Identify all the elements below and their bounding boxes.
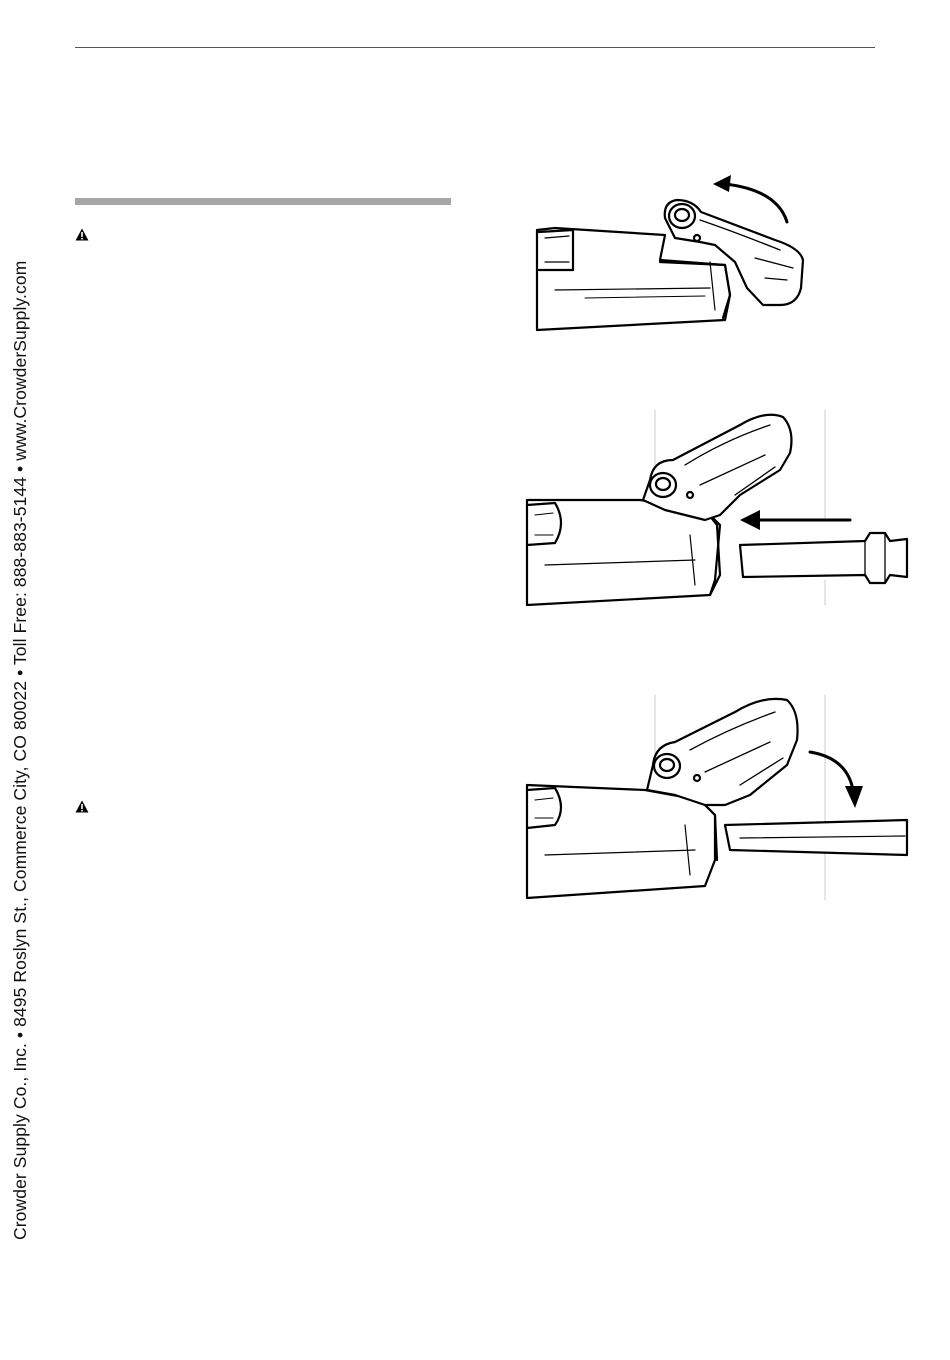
figure-insert-bit (525, 405, 910, 610)
arrow-head (740, 510, 760, 530)
latch-lever (643, 415, 791, 520)
section-divider (75, 198, 451, 205)
chisel-bit (725, 820, 907, 855)
chisel-bit (740, 533, 907, 583)
contact-sidebar-text: Crowder Supply Co., Inc. • 8495 Roslyn St., Commerce City, CO 80022 • Toll Free: 888-883-5144 • www.CrowderSupply.com (10, 260, 30, 1240)
curved-arrow (810, 752, 853, 790)
latch-lever (647, 699, 798, 805)
figure-lower-latch (525, 690, 910, 905)
warning-triangle-icon (75, 228, 89, 241)
header-rule (75, 47, 875, 48)
arrow-head (845, 786, 863, 808)
tool-body (527, 785, 717, 898)
figure-lift-latch (525, 170, 815, 340)
warning-triangle-icon (75, 800, 89, 813)
arrow-head (713, 175, 731, 192)
curved-arrow (725, 184, 787, 222)
